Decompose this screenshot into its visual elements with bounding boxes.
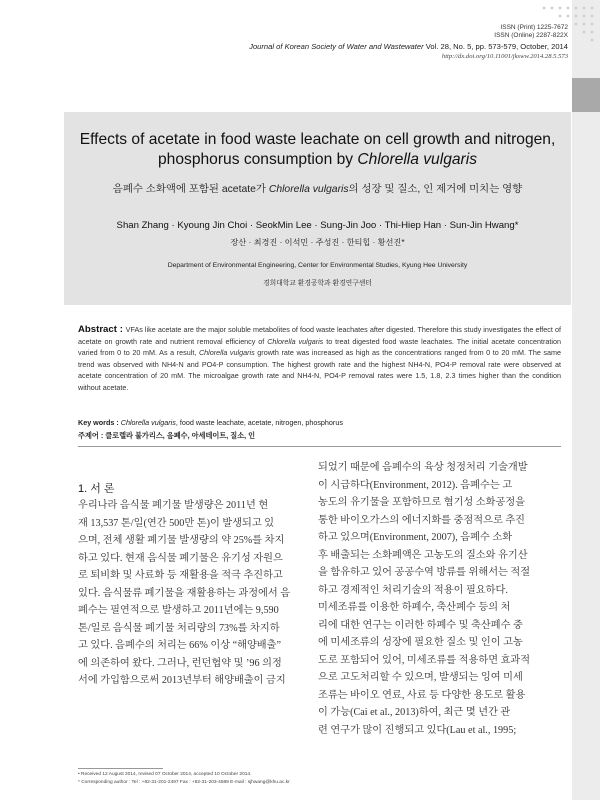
body-line: 우리나라 음식물 폐기물 발생량은 2011년 현 xyxy=(78,500,269,511)
keywords-divider xyxy=(78,446,561,447)
keywords-species: Chlorella vulgaris xyxy=(120,418,176,427)
body-line: 하고 경제적인 처리기술의 적용이 필요하다. xyxy=(318,584,508,596)
body-line: 고 있다. 음폐수의 처리는 66% 이상 “해양배출” xyxy=(78,640,282,651)
abstract-text-2: to treat digested food waste leachates. The initial acetate concentration varied from 0 to 20 mM. As a result, xyxy=(78,336,561,357)
body-line: 리에 대한 연구는 이러한 하폐수 및 축산폐수 중 xyxy=(318,619,523,631)
issn-block xyxy=(494,24,568,40)
issn-print: ISSN (Print) 1225-7672 xyxy=(500,24,568,31)
section-heading: 1. 서 론 xyxy=(78,483,115,495)
body-line: 에 의존하여 왔다. 그러나, 런던협약 및 ’96 의정 xyxy=(78,657,282,669)
doi-link[interactable]: http://dx.doi.org/10.11001/jksww.2014.28.5.573 xyxy=(441,53,568,60)
body-line: 하고 있다. 현재 음식물 폐기물은 유기성 자원으 xyxy=(78,552,283,564)
issn-online: ISSN (Online) 2287-822X xyxy=(494,32,568,39)
korean-keywords: 주제어 : 클로렐라 불가리스, 음폐수, 아세테이트, 질소, 인 xyxy=(78,431,256,440)
body-line: 으로 고도처리할 수 있으며, 발생되는 잉여 미세 xyxy=(318,672,523,683)
body-line: 에 미세조류의 성장에 필요한 질소 및 인이 고농 xyxy=(318,637,523,648)
paper-title-main: Effects of acetate in food waste leachate on cell growth and nitrogen, phosphorus consumption by xyxy=(79,131,556,168)
right-margin-stripe xyxy=(572,0,600,800)
korean-title-species: Chlorella vulgaris xyxy=(268,184,349,195)
body-line: 재 13,537 톤/일(연간 500만 톤)이 발생되고 있 xyxy=(78,517,275,529)
body-line: 농도의 유기물을 포함하므로 혐기성 소화공정을 xyxy=(318,497,526,508)
body-line: 련 연구가 많이 진행되고 있다(Lau et al., 1995; xyxy=(318,724,517,736)
body-right-column xyxy=(318,459,560,739)
keywords xyxy=(78,418,561,427)
body-left-column xyxy=(78,497,310,690)
body-line: 통한 바이오가스의 에너지화를 중점적으로 추진 xyxy=(318,514,526,526)
korean-affiliation: 경희대학교 환경공학과 환경연구센터 xyxy=(263,280,372,287)
footnote-corresponding: * Corresponding author : Tel : +82-31-201-2497 Fax : +82-31-203-4589 E-mail : sjhwang@khu.ac.kr xyxy=(78,780,290,785)
abstract-species-1: Chlorella vulgaris xyxy=(267,336,324,346)
body-line: 이 가능(Cai et al., 2013)하여, 최근 몇 년간 관 xyxy=(318,707,511,718)
korean-title-post: 의 성장 및 질소, 인 제거에 미치는 영향 xyxy=(348,184,523,195)
footnote-divider xyxy=(78,768,163,769)
body-line: 폐수는 필연적으로 발생하고 2011년에는 9,590 xyxy=(78,605,279,616)
right-margin-tab xyxy=(572,78,600,112)
keywords-label: Key words : xyxy=(78,418,121,427)
affiliation: Department of Environmental Engineering, Center for Environmental Studies, Kyung Hee University xyxy=(167,262,468,269)
abstract-text-3: growth rate was increased as high as the concentrations ranged from 0 to 20 mM. The same trend was observed with NH4-N and PO4-P consumption. The highest growth rate and the highest NH4-N, PO4-P removal rate were observed at acetate concentration of 20 mM. The microalgae growth rate and NH4-N, PO4-P removal rates were 1.5, 1.8, 2.3 times higher than the condition without acetate. xyxy=(78,348,561,392)
body-line: 조류는 바이오 연료, 사료 등 다양한 용도로 활용 xyxy=(318,689,526,701)
body-line: 로 퇴비화 및 사료화 등 재활용을 적극 추진하고 xyxy=(78,570,283,581)
body-line: 톤/일로 음식물 폐기물 처리량의 73%를 차지하 xyxy=(78,622,280,634)
body-line: 있다. 음식물류 폐기물을 재활용하는 과정에서 음 xyxy=(78,587,291,599)
body-line: 으며, 전체 생활 폐기물 발생량의 약 25%를 차지 xyxy=(78,535,285,546)
journal-name: Journal of Korean Society of Water and Wastewater xyxy=(249,42,424,51)
footnote-received: • Received 12 August 2014, revised 07 October 2014, accepted 10 October 2014. xyxy=(78,772,252,777)
abstract-text-1: VFAs like acetate are the major soluble metabolites of food waste leachates after digested. Therefore this study investigates the effect of acetate on growth rate and nutrient removal efficiency of xyxy=(78,325,561,346)
body-line: 이 시급하다(Environment, 2012). 음폐수는 고 xyxy=(318,479,513,491)
body-line: 후 배출되는 소화폐액은 고농도의 질소와 유기산 xyxy=(318,549,528,561)
body-line: 되었기 때문에 음폐수의 육상 청정처리 기술개발 xyxy=(318,462,528,473)
paper-title-species: Chlorella vulgaris xyxy=(357,151,477,168)
body-line: 미세조류를 이용한 하폐수, 축산폐수 등의 처 xyxy=(318,602,511,613)
abstract xyxy=(78,324,561,393)
body-line: 하고 있으며(Environment, 2007), 음폐수 소화 xyxy=(318,532,513,543)
body-line: 서에 가입함으로써 2013년부터 해양배출이 금지 xyxy=(78,675,286,686)
korean-author-list: 장산 · 최경진 · 이석민 · 주성진 · 한티힙 · 황선진* xyxy=(230,238,405,247)
journal-issue: Vol. 28, No. 5, pp. 573-579, October, 2014 xyxy=(423,42,568,51)
paper-title xyxy=(64,130,571,170)
author-list: Shan Zhang · Kyoung Jin Choi · SeokMin Lee · Sung-Jin Joo · Thi-Hiep Han · Sun-Jin Hwang* xyxy=(116,220,519,231)
abstract-species-2: Chlorella vulgaris xyxy=(198,348,255,357)
keywords-text: , food waste leachate, acetate, nitrogen, phosphorus xyxy=(175,418,343,427)
journal-citation xyxy=(249,42,568,51)
korean-title-pre: 음폐수 소화액에 포함된 acetate가 xyxy=(112,184,269,195)
body-line: 을 함유하고 있어 공공수역 방류를 위해서는 적절 xyxy=(318,567,531,578)
body-line: 도로 포함되어 있어, 미세조류를 적용하면 효과적 xyxy=(318,654,531,666)
abstract-label: Abstract : xyxy=(78,324,126,335)
korean-title xyxy=(64,180,571,195)
